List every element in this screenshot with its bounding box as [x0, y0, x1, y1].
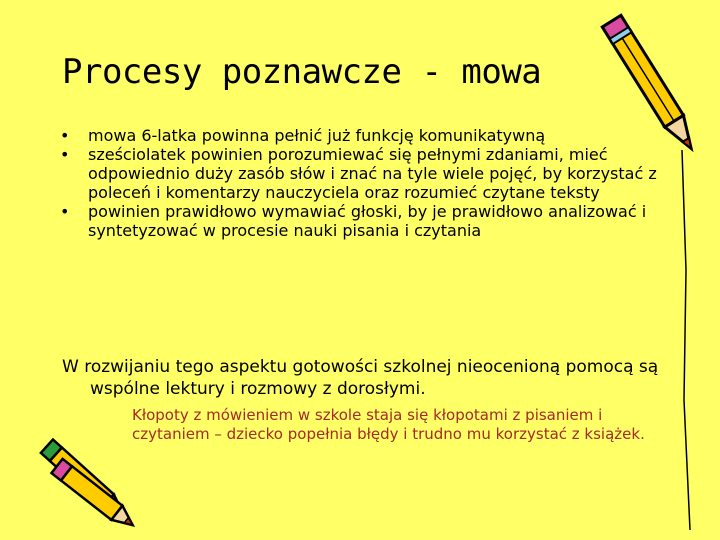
bullet-item	[60, 202, 660, 240]
bullet-text: mowa 6-latka powinna pełnić już funkcję komunikatywną	[88, 126, 546, 145]
bullet-item	[60, 126, 660, 145]
body-paragraph: W rozwijaniu tego aspektu gotowości szkolnej nieocenioną pomocą są wspólne lektury i rozmowy z dorosłymi.	[62, 357, 659, 399]
note-text: Kłopoty z mówieniem w szkole staja się kłopotami z pisaniem i czytaniem – dziecko popełnia błędy i trudno mu korzystać z książek.	[132, 406, 645, 443]
slide-title: Procesy poznawcze - mowa	[62, 52, 542, 92]
bullet-text: sześciolatek powinien porozumiewać się pełnymi zdaniami, mieć odpowiednio duży zasób słów i znać na tyle wiele pojęć, by korzystać z poleceń i komentarzy nauczyciela oraz rozumieć czytane teksty	[88, 145, 657, 202]
bullet-item	[60, 145, 660, 202]
pencil-pair-icon	[40, 430, 150, 540]
bullet-marker: •	[60, 126, 70, 145]
bullet-marker: •	[60, 202, 70, 221]
bullet-list	[60, 126, 660, 240]
bullet-marker: •	[60, 145, 70, 164]
edge-line	[676, 150, 696, 530]
bullet-text: powinien prawidłowo wymawiać głoski, by je prawidłowo analizować i syntetyzować w procesie nauki pisania i czytania	[88, 202, 647, 240]
